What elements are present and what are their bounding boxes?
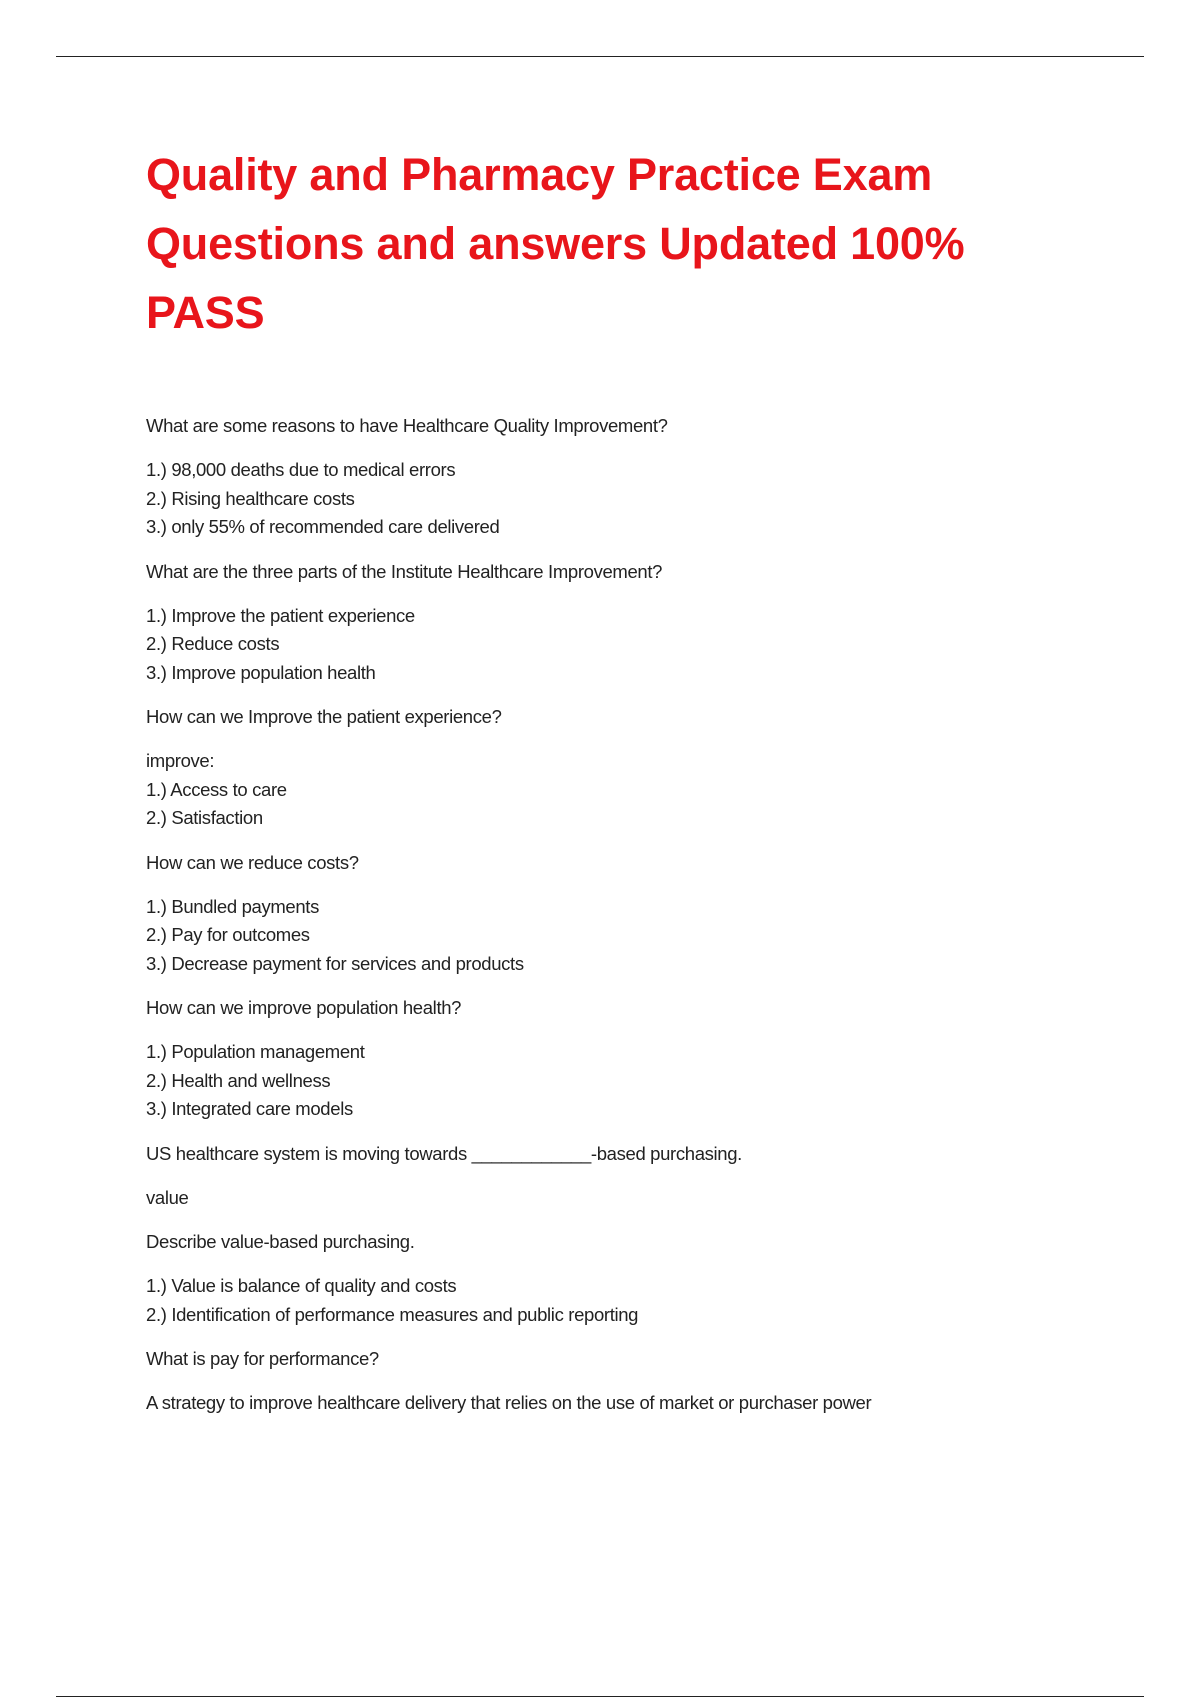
answer-line: A strategy to improve healthcare delivery that relies on the use of market or purchaser power (146, 1392, 872, 1413)
answer-line: 1.) Access to care (146, 778, 287, 800)
answer-line: 1.) 98,000 deaths due to medical errors (146, 459, 456, 480)
answer-line: 1.) Population management (146, 1041, 365, 1062)
answer (146, 1389, 1086, 1418)
answer (146, 1038, 1086, 1124)
title-line: Quality and Pharmacy Practice Exam (146, 149, 933, 200)
answer-line: 2.) Health and wellness (146, 1069, 331, 1091)
answer-line: 3.) only 55% of recommended care delivered (146, 516, 500, 537)
answer (146, 1272, 1086, 1329)
question: What is pay for performance? (146, 1348, 379, 1369)
question: US healthcare system is moving towards ____________-based purchasing. (146, 1142, 742, 1164)
answer-line: improve: (146, 750, 215, 771)
answer (146, 602, 1086, 688)
answer (146, 747, 1086, 833)
question: Describe value-based purchasing. (146, 1231, 415, 1252)
answer-line: 2.) Pay for outcomes (146, 924, 310, 945)
answer-line: 3.) Decrease payment for services and products (146, 952, 524, 974)
answer-line: 2.) Reduce costs (146, 633, 280, 654)
document-body (146, 140, 1086, 1434)
answer-line: 2.) Identification of performance measures and public reporting (146, 1303, 639, 1325)
footer-rule (56, 1696, 1144, 1697)
answer (146, 1184, 1086, 1213)
question: What are some reasons to have Healthcare Quality Improvement? (146, 415, 668, 436)
qa-list (146, 412, 1086, 1418)
answer-line: 3.) Integrated care models (146, 1098, 353, 1119)
title-line: PASS (146, 287, 265, 338)
answer-line: 1.) Improve the patient experience (146, 604, 415, 626)
question: How can we Improve the patient experience? (146, 706, 502, 727)
question: What are the three parts of the Institute Healthcare Improvement? (146, 560, 663, 582)
answer (146, 893, 1086, 979)
answer-line: 2.) Rising healthcare costs (146, 487, 355, 509)
question: How can we improve population health? (146, 997, 462, 1018)
title-line: Questions and answers Updated 100% (146, 218, 965, 269)
answer-line: 1.) Bundled payments (146, 895, 319, 917)
question: How can we reduce costs? (146, 851, 359, 873)
answer-line: 1.) Value is balance of quality and costs (146, 1275, 457, 1296)
answer-line: value (146, 1186, 189, 1208)
answer (146, 456, 1086, 542)
answer-line: 2.) Satisfaction (146, 807, 263, 828)
answer-line: 3.) Improve population health (146, 661, 376, 683)
document-title (146, 140, 1086, 347)
header-rule (56, 56, 1144, 57)
